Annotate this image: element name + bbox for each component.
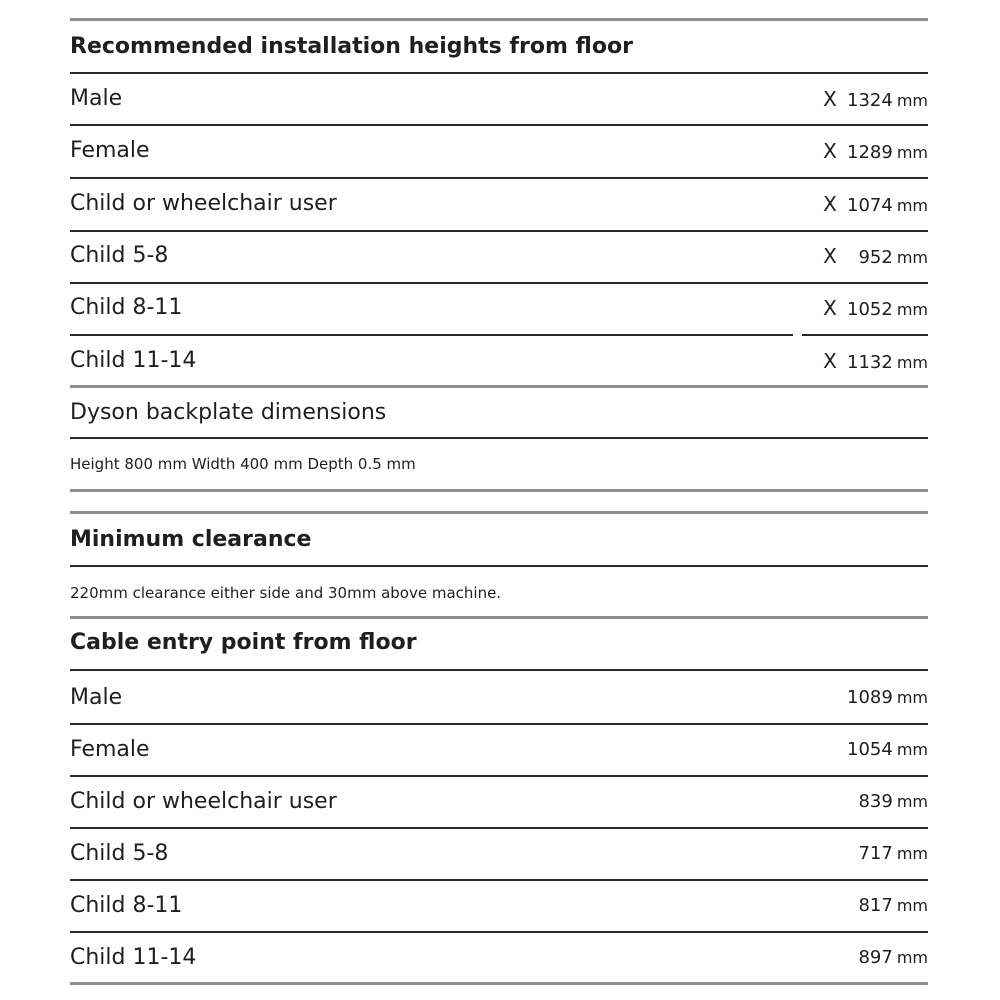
- divider: [70, 879, 928, 881]
- row-label: Female: [70, 138, 150, 163]
- section-heading-installation: [70, 32, 928, 62]
- row-value: [845, 891, 928, 921]
- divider: [70, 775, 928, 777]
- divider: [70, 616, 928, 619]
- unit-label: mm: [896, 248, 928, 267]
- section-heading-clearance: [70, 525, 928, 555]
- height-value: 1054: [847, 739, 893, 760]
- divider: [70, 385, 928, 388]
- row-value: [845, 735, 928, 765]
- height-value: 817: [858, 895, 893, 916]
- row-label: Female: [70, 737, 150, 762]
- row-label: Child 5-8: [70, 841, 169, 866]
- unit-label: mm: [896, 948, 928, 967]
- height-value: 839: [858, 791, 893, 812]
- divider: [802, 334, 928, 336]
- divider: [70, 18, 928, 21]
- divider: [70, 177, 928, 179]
- row-value: [845, 683, 928, 713]
- table-row: [70, 84, 928, 114]
- divider: [70, 723, 928, 725]
- unit-label: mm: [896, 353, 928, 372]
- section-title: Recommended installation heights from floor: [70, 34, 633, 59]
- height-value: 1074: [847, 195, 893, 216]
- height-value: 952: [858, 247, 893, 268]
- unit-label: mm: [896, 143, 928, 162]
- table-row: [70, 189, 928, 219]
- x-marker: X: [823, 192, 837, 216]
- x-marker: X: [823, 349, 837, 373]
- table-row: [70, 839, 928, 869]
- row-value: [823, 293, 928, 325]
- divider: [70, 827, 928, 829]
- clearance-note: [70, 578, 928, 608]
- section-title: Dyson backplate dimensions: [70, 400, 387, 425]
- table-row: [70, 346, 928, 376]
- dimensions-text: Height 800 mm Width 400 mm Depth 0.5 mm: [70, 455, 416, 473]
- row-label: Child 11-14: [70, 945, 197, 970]
- x-marker: X: [823, 87, 837, 111]
- table-row: [70, 293, 928, 323]
- divider: [70, 230, 928, 232]
- height-value: 1052: [847, 299, 893, 320]
- table-row: [70, 787, 928, 817]
- row-value: [823, 346, 928, 378]
- divider: [70, 565, 928, 567]
- unit-label: mm: [896, 896, 928, 915]
- x-marker: X: [823, 139, 837, 163]
- unit-label: mm: [896, 740, 928, 759]
- table-row: [70, 735, 928, 765]
- divider: [70, 282, 928, 284]
- row-label: Child 5-8: [70, 243, 169, 268]
- divider: [70, 489, 928, 492]
- section-heading-cable: [70, 628, 928, 658]
- divider: [70, 931, 928, 933]
- unit-label: mm: [896, 792, 928, 811]
- unit-label: mm: [896, 91, 928, 110]
- row-value: [823, 241, 928, 273]
- row-value: [845, 839, 928, 869]
- table-row: [70, 943, 928, 973]
- backplate-dimensions: [70, 449, 928, 479]
- table-row: [70, 136, 928, 166]
- divider: [70, 72, 928, 74]
- row-label: Child 11-14: [70, 348, 197, 373]
- table-row: [70, 891, 928, 921]
- row-label: Child or wheelchair user: [70, 191, 337, 216]
- unit-label: mm: [896, 300, 928, 319]
- unit-label: mm: [896, 688, 928, 707]
- height-value: 1089: [847, 687, 893, 708]
- height-value: 1289: [847, 142, 893, 163]
- row-value: [823, 189, 928, 221]
- clearance-text: 220mm clearance either side and 30mm above machine.: [70, 584, 502, 602]
- height-value: 1324: [847, 90, 893, 111]
- row-value: [845, 943, 928, 973]
- divider: [70, 334, 793, 336]
- row-label: Male: [70, 685, 123, 710]
- divider: [70, 669, 928, 671]
- table-row: [70, 241, 928, 271]
- row-label: Child 8-11: [70, 893, 183, 918]
- divider: [70, 511, 928, 514]
- x-marker: X: [823, 244, 837, 268]
- row-value: [823, 136, 928, 168]
- row-label: Child or wheelchair user: [70, 789, 337, 814]
- divider: [70, 982, 928, 985]
- section-heading-backplate: [70, 398, 928, 428]
- row-value: [823, 84, 928, 116]
- row-label: Male: [70, 86, 123, 111]
- row-value: [845, 787, 928, 817]
- height-value: 897: [858, 947, 893, 968]
- divider: [70, 437, 928, 439]
- section-title: Minimum clearance: [70, 527, 312, 552]
- table-row: [70, 683, 928, 713]
- height-value: 1132: [847, 352, 893, 373]
- height-value: 717: [858, 843, 893, 864]
- divider: [70, 124, 928, 126]
- unit-label: mm: [896, 196, 928, 215]
- row-label: Child 8-11: [70, 295, 183, 320]
- section-title: Cable entry point from floor: [70, 630, 417, 655]
- unit-label: mm: [896, 844, 928, 863]
- x-marker: X: [823, 296, 837, 320]
